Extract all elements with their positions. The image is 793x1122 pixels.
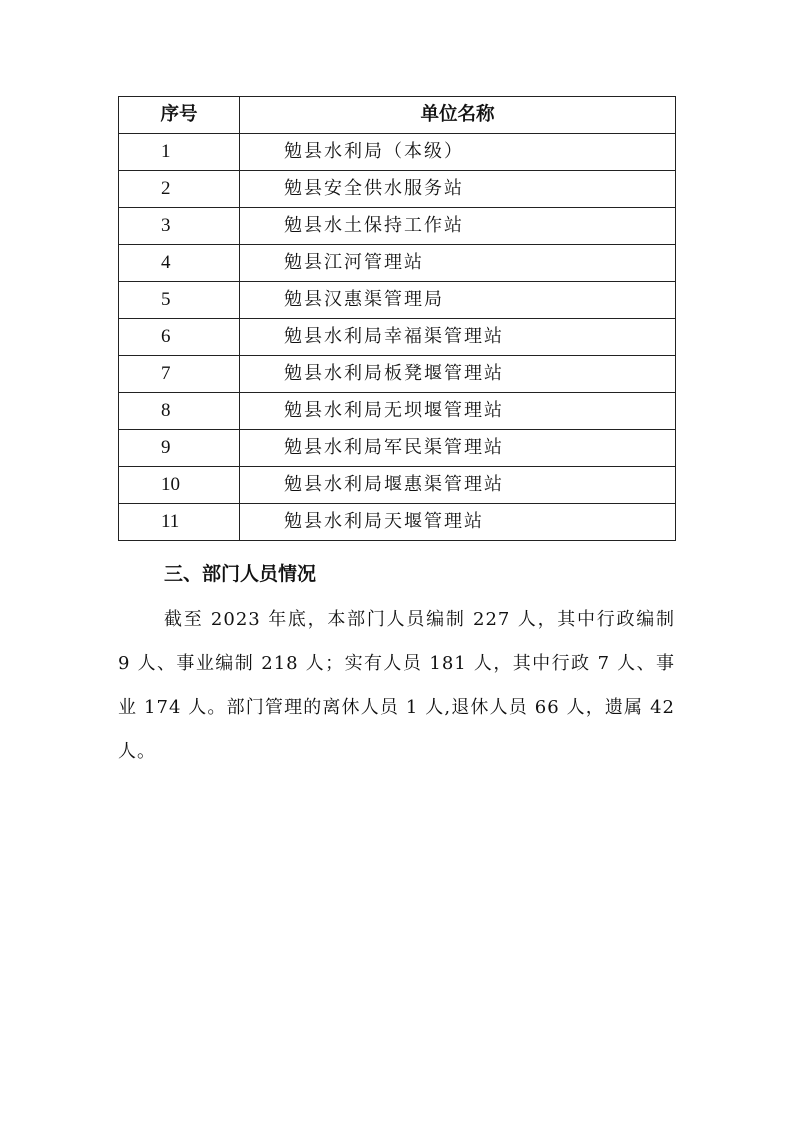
row-number: 7 [119,356,240,393]
row-unit-name: 勉县水土保持工作站 [240,208,676,245]
row-unit-name: 勉县水利局（本级） [240,134,676,171]
row-unit-name: 勉县水利局板凳堰管理站 [240,356,676,393]
row-number: 11 [119,504,240,541]
table-row [119,467,676,504]
row-number: 4 [119,245,240,282]
table-row [119,504,676,541]
row-unit-name: 勉县江河管理站 [240,245,676,282]
row-unit-name: 勉县水利局无坝堰管理站 [240,393,676,430]
section-heading: 三、部门人员情况 [164,563,317,585]
row-unit-name: 勉县水利局军民渠管理站 [240,430,676,467]
table-row [119,393,676,430]
table-row [119,134,676,171]
table-row [119,208,676,245]
units-table [118,96,676,541]
staffing-paragraph: 截至 2023 年底，本部门人员编制 227 人，其中行政编制 9 人、事业编制 218 人；实有人员 181 人，其中行政 7 人、事业 174 人。部门管理的离休人员 1 人,退休人员 66 人，遗属 42 人。 [118,609,675,762]
table-row [119,171,676,208]
row-number: 10 [119,467,240,504]
table-row [119,319,676,356]
row-unit-name: 勉县水利局幸福渠管理站 [240,319,676,356]
row-number: 6 [119,319,240,356]
row-number: 8 [119,393,240,430]
row-number: 1 [119,134,240,171]
row-unit-name: 勉县汉惠渠管理局 [240,282,676,319]
header-unit-name: 单位名称 [240,97,676,134]
row-number: 9 [119,430,240,467]
row-number: 2 [119,171,240,208]
table-row [119,430,676,467]
table-row [119,245,676,282]
row-unit-name: 勉县水利局天堰管理站 [240,504,676,541]
row-number: 3 [119,208,240,245]
row-unit-name: 勉县水利局堰惠渠管理站 [240,467,676,504]
header-serial-number: 序号 [119,97,240,134]
table-row [119,282,676,319]
table-row [119,356,676,393]
row-number: 5 [119,282,240,319]
table-header-row [119,97,676,134]
row-unit-name: 勉县安全供水服务站 [240,171,676,208]
